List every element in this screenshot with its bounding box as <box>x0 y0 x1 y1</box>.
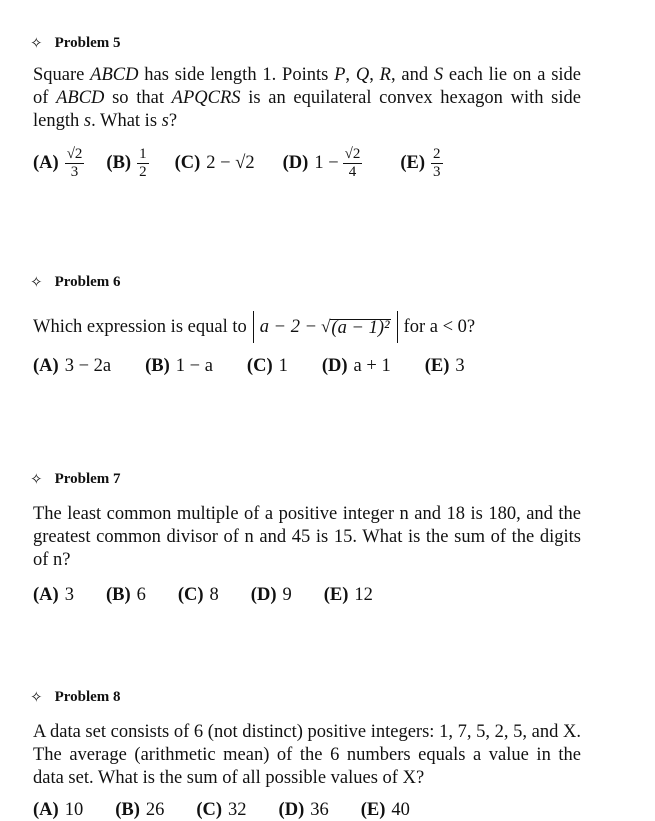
problem-8-heading <box>30 688 121 707</box>
choice-b[interactable]: (B) 6 <box>105 585 146 605</box>
absolute-value-expression: a − 2 − √ (a − 1)² <box>253 311 398 343</box>
choice-e[interactable]: (E) 12 <box>323 585 373 605</box>
four-point-star-icon: ✧ <box>30 275 43 291</box>
choice-e[interactable]: (E) 3 <box>424 356 465 376</box>
problem-8-choices <box>33 800 410 821</box>
choice-d[interactable]: (D) 36 <box>278 800 329 820</box>
choice-b[interactable]: (B) $\frac{1}{2}$ <box>106 146 147 180</box>
problem-7-text: The least common multiple of a positive integer n and 18 is 180, and the greatest common divisor of n and 45 is 15. What is the sum of the digits of n? <box>33 504 581 570</box>
choice-d[interactable]: (D) 9 <box>250 585 292 605</box>
four-point-star-icon: ✧ <box>30 36 43 52</box>
choice-d[interactable]: (D) a + 1 <box>321 356 391 376</box>
four-point-star-icon: ✧ <box>30 690 43 706</box>
problem-title: Problem 8 <box>54 689 121 705</box>
problem-5-text: Square ABCD has side length 1. Points P, Q, R, and S each lie on a side of ABCD so that APQCRS is an equilateral convex hexagon with side length s. What is s? <box>33 65 582 131</box>
problem-title: Problem 7 <box>54 471 121 487</box>
choice-a[interactable]: (A) 3 − 2a <box>33 356 112 376</box>
problem-8-text: A data set consists of 6 (not distinct) positive integers: 1, 7, 5, 2, 5, and X. The average (arithmetic mean) of the 6 numbers equals a value in the data set. What is the sum of all possible values of X? <box>33 722 581 788</box>
choice-b[interactable]: (B) 26 <box>115 800 165 820</box>
problem-7-heading <box>30 470 121 489</box>
choice-d[interactable]: (D) 1 − $\frac{√2}{4}$ <box>282 146 361 180</box>
problem-title: Problem 5 <box>54 35 121 51</box>
choice-e[interactable]: (E) $\frac{2}{3}$ <box>400 146 441 180</box>
problem-6-text: Which expression is equal to a − 2 − √ (a − 1)² for a < 0? <box>33 311 475 343</box>
problem-6-choices <box>33 356 465 377</box>
choice-e[interactable]: (E) 40 <box>360 800 410 820</box>
choice-a[interactable]: (A) 10 <box>33 800 84 820</box>
problem-6-heading <box>30 273 121 292</box>
choice-a[interactable]: (A) $\frac{√2}{3}$ <box>33 146 83 180</box>
choice-c[interactable]: (C) 32 <box>196 800 247 820</box>
problem-title: Problem 6 <box>54 274 121 290</box>
choice-c[interactable]: (C) 2 − √2 <box>174 153 255 173</box>
problem-7-choices <box>33 585 373 606</box>
problem-5-choices <box>33 146 443 181</box>
choice-a[interactable]: (A) 3 <box>33 585 74 605</box>
choice-c[interactable]: (C) 1 <box>246 356 288 376</box>
four-point-star-icon: ✧ <box>30 472 43 488</box>
problem-5-heading <box>30 34 121 53</box>
choice-c[interactable]: (C) 8 <box>177 585 219 605</box>
choice-b[interactable]: (B) 1 − a <box>145 356 213 376</box>
